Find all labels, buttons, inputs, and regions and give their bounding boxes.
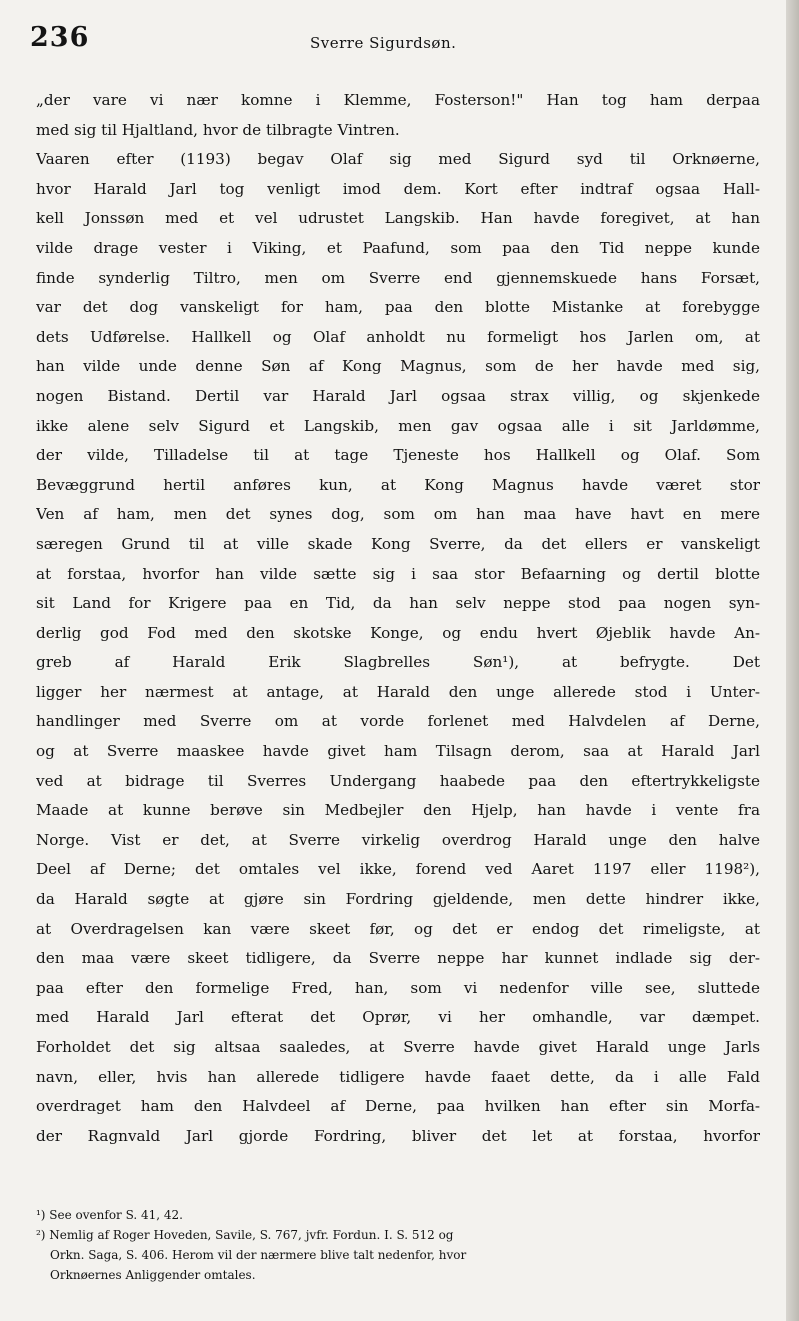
- text-line: og at Sverre maaskee havde givet ham Tilsagn derom, saa at Harald Jarl: [36, 742, 760, 761]
- body-text: [36, 86, 760, 1151]
- page-edge: [786, 0, 799, 1321]
- text-line: handlinger med Sverre om at vorde forlenet med Halvdelen af Derne,: [36, 712, 760, 731]
- running-head: Sverre Sigurdsøn.: [310, 34, 457, 52]
- text-line: derlig god Fod med den skotske Konge, og endu hvert Øjeblik havde An-: [36, 623, 760, 642]
- footnote-continuation: Orknøernes Anliggender omtales.: [50, 1268, 256, 1282]
- text-line: med sig til Hjaltland, hvor de tilbragte Vintren.: [36, 120, 400, 139]
- text-line: der Ragnvald Jarl gjorde Fordring, bliver det let at forstaa, hvorfor: [36, 1126, 760, 1145]
- text-line: Bevæggrund hertil anføres kun, at Kong Magnus havde været stor: [36, 475, 760, 494]
- page-number: 236: [30, 22, 90, 53]
- text-line: hvor Harald Jarl tog venligt imod dem. Kort efter indtraf ogsaa Hall-: [36, 179, 760, 198]
- text-line: Ven af ham, men det synes dog, som om han maa have havt en mere: [36, 505, 760, 524]
- text-line: med Harald Jarl efterat det Oprør, vi her omhandle, var dæmpet.: [36, 1008, 760, 1027]
- text-line: vilde drage vester i Viking, et Paafund, som paa den Tid neppe kunde: [36, 238, 760, 257]
- footnote: ¹) See ovenfor S. 41, 42.: [36, 1208, 183, 1222]
- text-line: Deel af Derne; det omtales vel ikke, forend ved Aaret 1197 eller 1198²),: [36, 860, 760, 879]
- footnotes: [36, 1205, 760, 1285]
- text-line: at forstaa, hvorfor han vilde sætte sig i saa stor Befaarning og dertil blotte: [36, 564, 760, 583]
- text-line: Vaaren efter (1193) begav Olaf sig med Sigurd syd til Orknøerne,: [36, 150, 760, 169]
- text-line: Norge. Vist er det, at Sverre virkelig overdrog Harald unge den halve: [36, 830, 760, 849]
- footnote-continuation: Orkn. Saga, S. 406. Herom vil der nærmere blive talt nedenfor, hvor: [50, 1248, 467, 1262]
- text-line: „der vare vi nær komne i Klemme, Fosterson!" Han tog ham derpaa: [36, 91, 760, 109]
- text-line: dets Udførelse. Hallkell og Olaf anholdt nu formeligt hos Jarlen om, at: [36, 327, 760, 346]
- footnote: ²) Nemlig af Roger Hoveden, Savile, S. 767, jvfr. Fordun. I. S. 512 og: [36, 1228, 454, 1242]
- text-line: finde synderlig Tiltro, men om Sverre end gjennemskuede hans Forsæt,: [36, 268, 760, 287]
- text-line: overdraget ham den Halvdeel af Derne, paa hvilken han efter sin Morfa-: [36, 1097, 760, 1116]
- text-line: den maa være skeet tidligere, da Sverre neppe har kunnet indlade sig der-: [36, 949, 760, 968]
- text-line: navn, eller, hvis han allerede tidligere havde faaet dette, da i alle Fald: [36, 1067, 760, 1086]
- text-line: kell Jonssøn med et vel udrustet Langskib. Han havde foregivet, at han: [36, 209, 760, 228]
- text-line: der vilde, Tilladelse til at tage Tjeneste hos Hallkell og Olaf. Som: [36, 446, 760, 465]
- text-line: Maade at kunne berøve sin Medbejler den Hjelp, han havde i vente fra: [36, 801, 760, 820]
- text-line: at Overdragelsen kan være skeet før, og det er endog det rimeligste, at: [36, 919, 760, 938]
- text-line: greb af Harald Erik Slagbrelles Søn¹), at befrygte. Det: [36, 653, 760, 672]
- text-line: nogen Bistand. Dertil var Harald Jarl ogsaa strax villig, og skjenkede: [36, 386, 760, 405]
- text-line: Forholdet det sig altsaa saaledes, at Sverre havde givet Harald unge Jarls: [36, 1038, 760, 1056]
- text-line: ved at bidrage til Sverres Undergang haabede paa den eftertrykkeligste: [36, 771, 760, 790]
- text-line: paa efter den formelige Fred, han, som vi nedenfor ville see, sluttede: [36, 978, 760, 997]
- text-line: da Harald søgte at gjøre sin Fordring gjeldende, men dette hindrer ikke,: [36, 890, 760, 909]
- text-line: ligger her nærmest at antage, at Harald den unge allerede stod i Unter-: [36, 682, 760, 701]
- text-line: var det dog vanskeligt for ham, paa den blotte Mistanke at forebygge: [36, 298, 760, 317]
- text-line: sit Land for Krigere paa en Tid, da han selv neppe stod paa nogen syn-: [36, 594, 760, 613]
- text-line: ikke alene selv Sigurd et Langskib, men gav ogsaa alle i sit Jarldømme,: [36, 416, 760, 435]
- text-line: han vilde unde denne Søn af Kong Magnus, som de her havde med sig,: [36, 357, 760, 376]
- text-line: særegen Grund til at ville skade Kong Sverre, da det ellers er vanskeligt: [36, 534, 760, 553]
